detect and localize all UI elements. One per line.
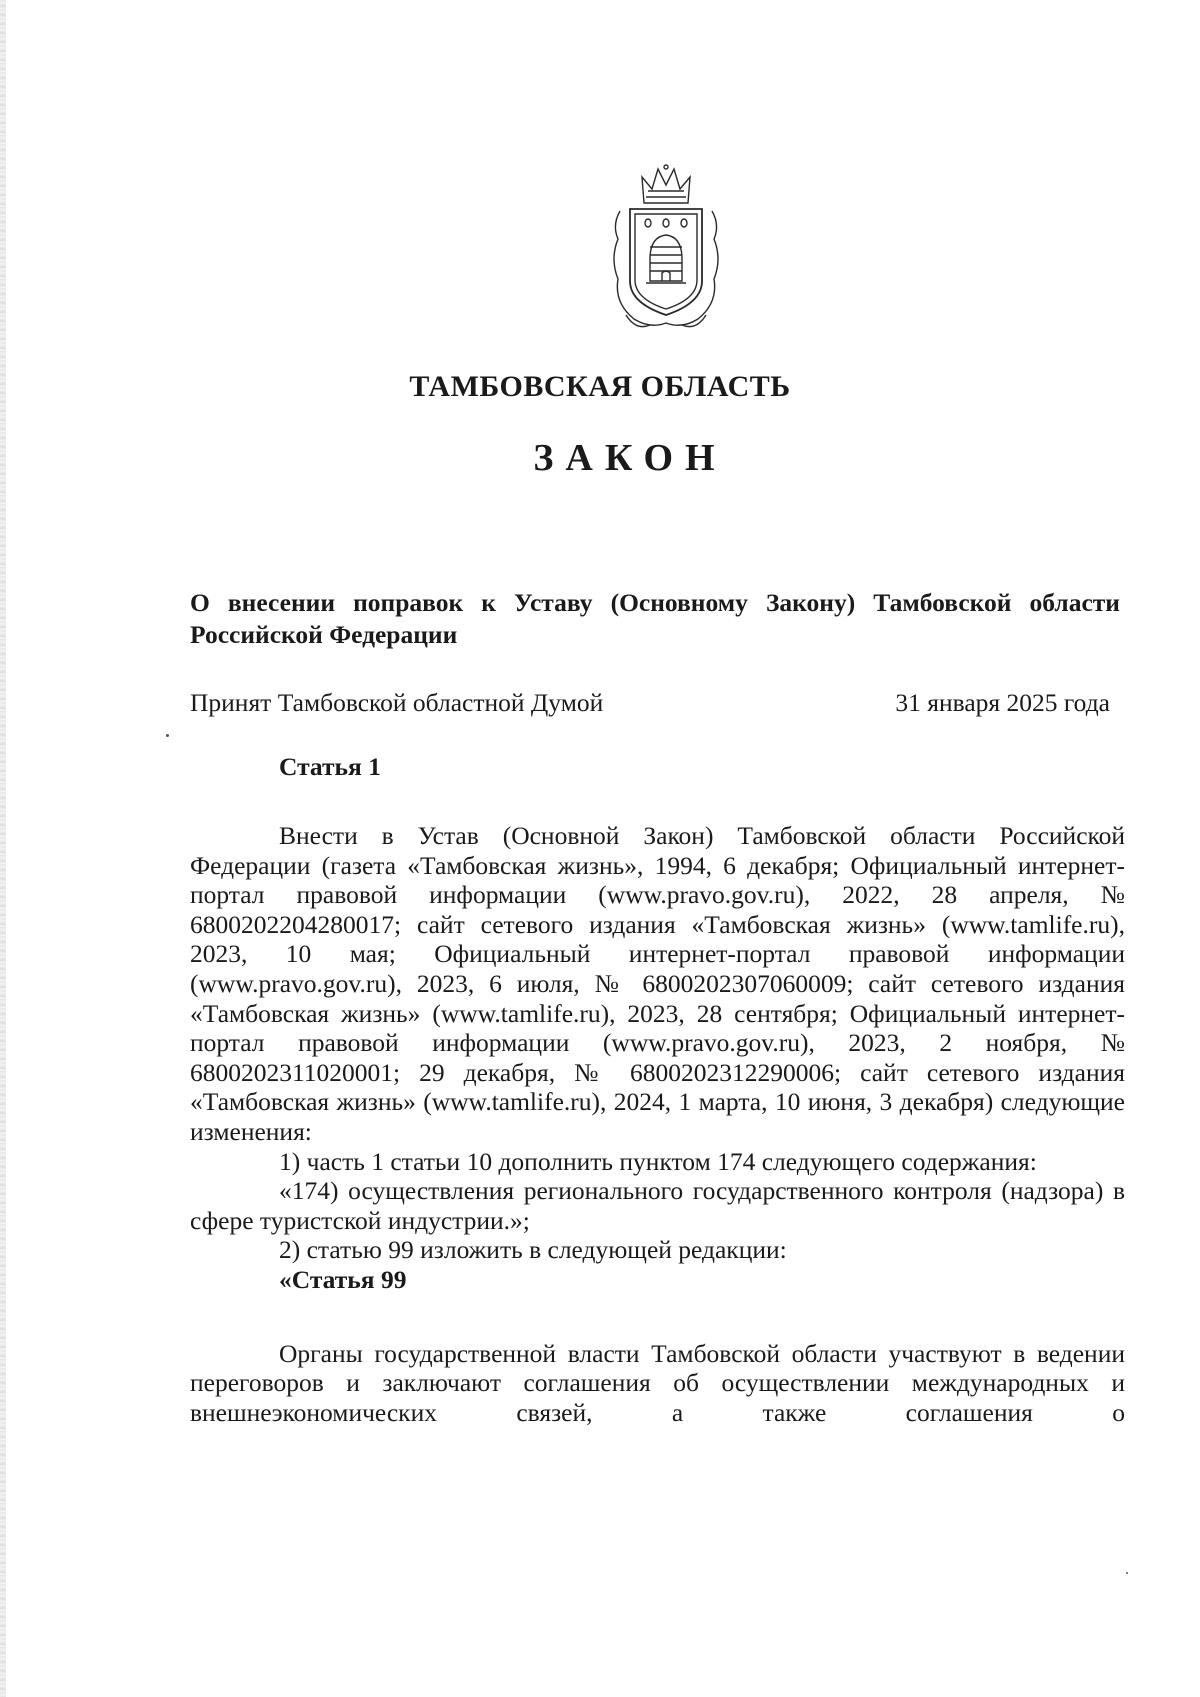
amendment-item-1: 1) часть 1 статьи 10 дополнить пунктом 174 следующего содержания: — [279, 1146, 1037, 1176]
amendment-item-1-quote: «174) осуществления регионального государственного контроля (надзора) в сфере туристской индустрии.»; — [190, 1176, 1125, 1235]
document-type: ЗАКОН — [533, 437, 727, 479]
scan-speck — [1126, 1572, 1128, 1574]
scan-edge — [0, 0, 6, 1697]
article-intro-paragraph: Внести в Устав (Основной Закон) Тамбовской области Российской Федерации (газета «Тамбовская жизнь», 1994, 6 декабря; Официальный интернет-портал правовой информации (www.pravo.gov.ru), 2022, 28 апреля, № 6800202204280017; сайт сетевого издания «Тамбовская жизнь» (www.tamlife.ru), 2023, 10 мая; Официальный интернет-портал правовой информации (www.pravo.gov.ru), 2023, 6 июля, № 6800202307060009; сайт сетевого издания «Тамбовская жизнь» (www.tamlife.ru), 2023, 28 сентября; Официальный интернет-портал правовой информации (www.pravo.gov.ru), 2023, 2 ноября, № 6800202311020001; 29 декабря, № 6800202312290006; сайт сетевого издания «Тамбовская жизнь» (www.tamlife.ru), 2024, 1 марта, 10 июня, 3 декабря) следующие изменения: — [190, 821, 1125, 1146]
amendment-item-2: 2) статью 99 изложить в следующей редакции: — [279, 1235, 787, 1265]
adoption-text: Принят Тамбовской областной Думой — [190, 688, 604, 717]
scan-speck — [166, 734, 169, 737]
paragraph-gap — [190, 1295, 1125, 1339]
amendment-item-2-heading: «Статья 99 — [279, 1264, 407, 1294]
amendment-item-2-text: Органы государственной власти Тамбовской области участвуют в ведении переговоров и заключают соглашения об осуществлении международных и внешнеэкономических связей, а также соглашения о — [190, 1338, 1125, 1427]
adoption-date: 31 января 2025 года — [895, 688, 1110, 717]
region-name: ТАМБОВСКАЯ ОБЛАСТЬ — [409, 370, 791, 403]
article-heading: Статья 1 — [279, 752, 381, 781]
law-title: О внесении поправок к Уставу (Основному Закону) Тамбовской области Российской Федерации — [190, 588, 1120, 649]
adoption-line — [190, 688, 1110, 720]
tambov-coat-of-arms-icon — [606, 163, 726, 335]
article-body — [190, 821, 1125, 1427]
